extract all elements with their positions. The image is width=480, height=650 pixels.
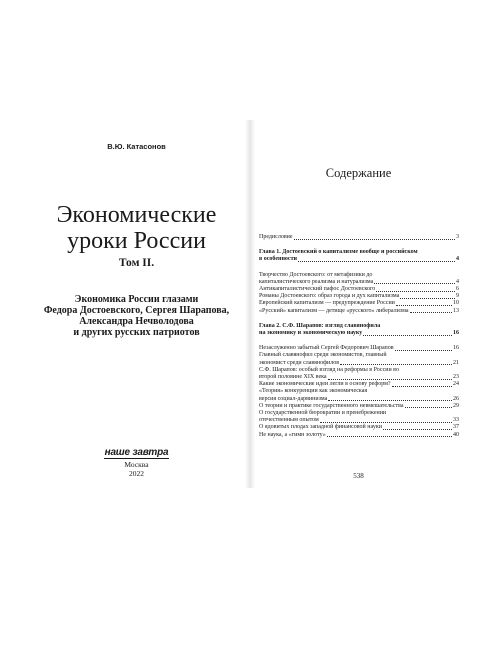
toc-item-page: 6 [456, 286, 459, 293]
table-of-contents [259, 234, 459, 439]
toc-item-page: 10 [453, 300, 459, 307]
book-title [28, 202, 245, 254]
toc-item [259, 300, 459, 307]
toc-item [259, 403, 459, 410]
toc-item-title: О ядовитых плодах западной финансовой науки [259, 424, 382, 431]
toc-item-page: 16 [453, 345, 459, 352]
publication-city: Москва [124, 460, 149, 469]
toc-item-title: экономист среди славянофилов [259, 359, 340, 366]
toc-item-page: 33 [453, 417, 459, 424]
toc-item-title: О теории и практике государственного невмешательства [259, 402, 404, 409]
toc-item-title: отечественным опытом [259, 417, 319, 424]
toc-item-title: второй половине XIX века [259, 374, 327, 381]
toc-item-page: 9 [456, 293, 459, 300]
toc-entry-title: Предисловие [259, 234, 293, 240]
toc-item-page: 13 [453, 307, 459, 314]
toc-item [259, 410, 459, 424]
chapter-title-line: на экономику и экономическую науку [259, 330, 363, 337]
subtitle-line-2: Федора Достоевского, Сергея Шарапова, [43, 305, 230, 316]
toc-item-title: «Теория» конкуренции как экономическая [259, 388, 368, 395]
toc-item-title: Какие экономические идеи легли в основу реформ? [259, 381, 391, 388]
toc-item-title: Главный славянофил среди экономистов, главный [259, 352, 387, 359]
page-number: 538 [353, 472, 364, 480]
toc-item-page: 21 [453, 359, 459, 366]
toc-item-title: капиталистического реализма и натурализма [259, 278, 374, 285]
toc-item-title: «Русский» капитализм — детище «русского» либерализма [259, 307, 409, 314]
publication-year: 2022 [129, 469, 144, 478]
toc-item [259, 424, 459, 431]
chapter-title-line: Глава 1. Достоевский о капитализме вообще и российском [259, 249, 418, 256]
publisher-block [28, 442, 245, 478]
toc-item-page: 29 [453, 402, 459, 409]
subtitle-line-3: Александра Нечволодова [79, 316, 194, 327]
toc-item-title: О государственной бюрократии и пренебрежении [259, 410, 387, 417]
toc-title: Содержание [325, 166, 392, 180]
toc-chapter-1 [259, 249, 459, 263]
book-title-line-1: Экономические [56, 202, 217, 228]
book-gutter [245, 120, 255, 488]
toc-item [259, 381, 459, 388]
toc-item [259, 308, 459, 315]
toc-item-page: 26 [453, 395, 459, 402]
toc-item-page: 4 [456, 278, 459, 285]
chapter-page: 16 [453, 330, 459, 337]
toc-chapter-2-items [259, 345, 459, 439]
toc-item-title: Не наука, а «гимн золоту» [259, 431, 326, 438]
toc-item-title: Творчество Достоевского: от метафизики до [259, 271, 373, 278]
toc-item-title: версия социал-дарвинизма [259, 395, 328, 402]
toc-item [259, 432, 459, 439]
book-subtitle [28, 294, 245, 338]
book-spread [28, 120, 462, 488]
toc-item-title: С.Ф. Шарапов: особый взгляд на реформы в России во [259, 366, 399, 373]
subtitle-line-4: и других русских патриотов [73, 327, 200, 338]
contents-page [255, 120, 462, 488]
toc-item-title: Романы Достоевского: образ города и дух капитализма [259, 293, 400, 300]
toc-entry-page: 3 [456, 234, 459, 240]
toc-item-page: 37 [453, 424, 459, 431]
toc-item-page: 24 [453, 381, 459, 388]
subtitle-line-1: Экономика России глазами [74, 294, 199, 305]
publisher-logo: наше завтра [104, 447, 169, 458]
toc-item-title: Незаслуженно забытый Сергей Федорович Шарапов [259, 345, 394, 352]
title-page [28, 120, 245, 488]
toc-item [259, 367, 459, 381]
toc-item-page: 23 [453, 374, 459, 381]
toc-chapter-2 [259, 323, 459, 337]
toc-item-title: Антикапиталистический пафос Достоевского [259, 286, 376, 293]
toc-entry-preface [259, 234, 459, 241]
chapter-title-line: в особенности [259, 256, 297, 263]
chapter-page: 4 [456, 256, 459, 263]
toc-chapter-1-items [259, 272, 459, 315]
toc-item-page: 40 [453, 431, 459, 438]
author-name: В.Ю. Катасонов [107, 142, 166, 151]
toc-item [259, 388, 459, 402]
book-title-line-2: уроки России [67, 228, 206, 254]
toc-item-title: Европейский капитализм — предупреждение России [259, 300, 395, 307]
chapter-title-line: Глава 2. С.Ф. Шарапов: взгляд славянофила [259, 322, 381, 329]
toc-item [259, 352, 459, 366]
volume-label: Том II. [118, 257, 155, 269]
toc-item [259, 272, 459, 286]
